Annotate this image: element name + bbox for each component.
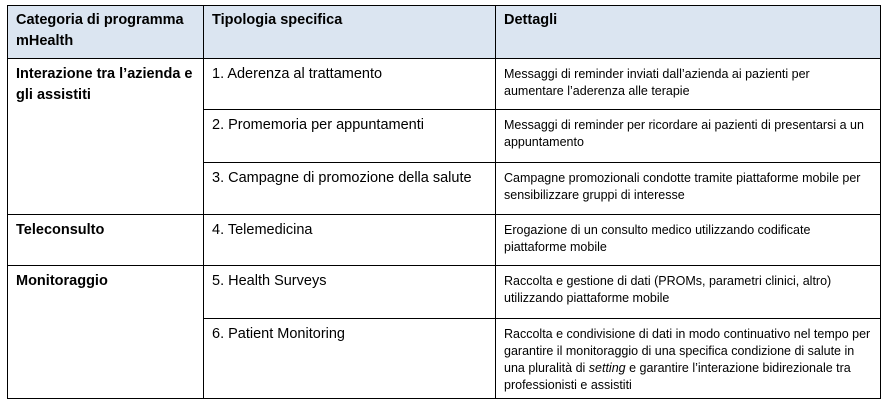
details-text: e garantire l’interazione bidirezionale tra professionisti e assistiti [504,361,851,392]
type-cell: 4. Telemedicina [204,215,496,266]
details-cell: Messaggi di reminder per ricordare ai pazienti di presentarsi a un appuntamento [496,110,881,163]
category-monitoring: Monitoraggio [8,266,204,399]
details-cell [496,319,881,399]
details-cell: Erogazione di un consulto medico utilizzando codificate piattaforme mobile [496,215,881,266]
type-cell: 5. Health Surveys [204,266,496,319]
category-teleconsult: Teleconsulto [8,215,204,266]
type-cell: 3. Campagne di promozione della salute [204,163,496,215]
header-details: Dettagli [496,6,881,59]
type-cell: 2. Promemoria per appuntamenti [204,110,496,163]
type-cell: 1. Aderenza al trattamento [204,59,496,110]
header-category: Categoria di programma mHealth [8,6,204,59]
details-text: Raccolta e condivisione di dati in modo continuativo nel tempo per garantire il monitoraggio di una specifica condizione di salute in una pluralità di [504,327,871,375]
mhealth-table [7,5,881,399]
table-row [8,59,881,110]
details-cell: Raccolta e gestione di dati (PROMs, parametri clinici, altro) utilizzando piattaforme mobile [496,266,881,319]
table-row [8,215,881,266]
type-cell: 6. Patient Monitoring [204,319,496,399]
details-italic-term: setting [588,361,626,375]
details-cell: Messaggi di reminder inviati dall’azienda ai pazienti per aumentare l’aderenza alle terapie [496,59,881,110]
header-type: Tipologia specifica [204,6,496,59]
category-interaction: Interazione tra l’azienda e gli assistiti [8,59,204,215]
details-cell: Campagne promozionali condotte tramite piattaforme mobile per sensibilizzare gruppi di interesse [496,163,881,215]
table-row [8,266,881,319]
table-header-row [8,6,881,59]
